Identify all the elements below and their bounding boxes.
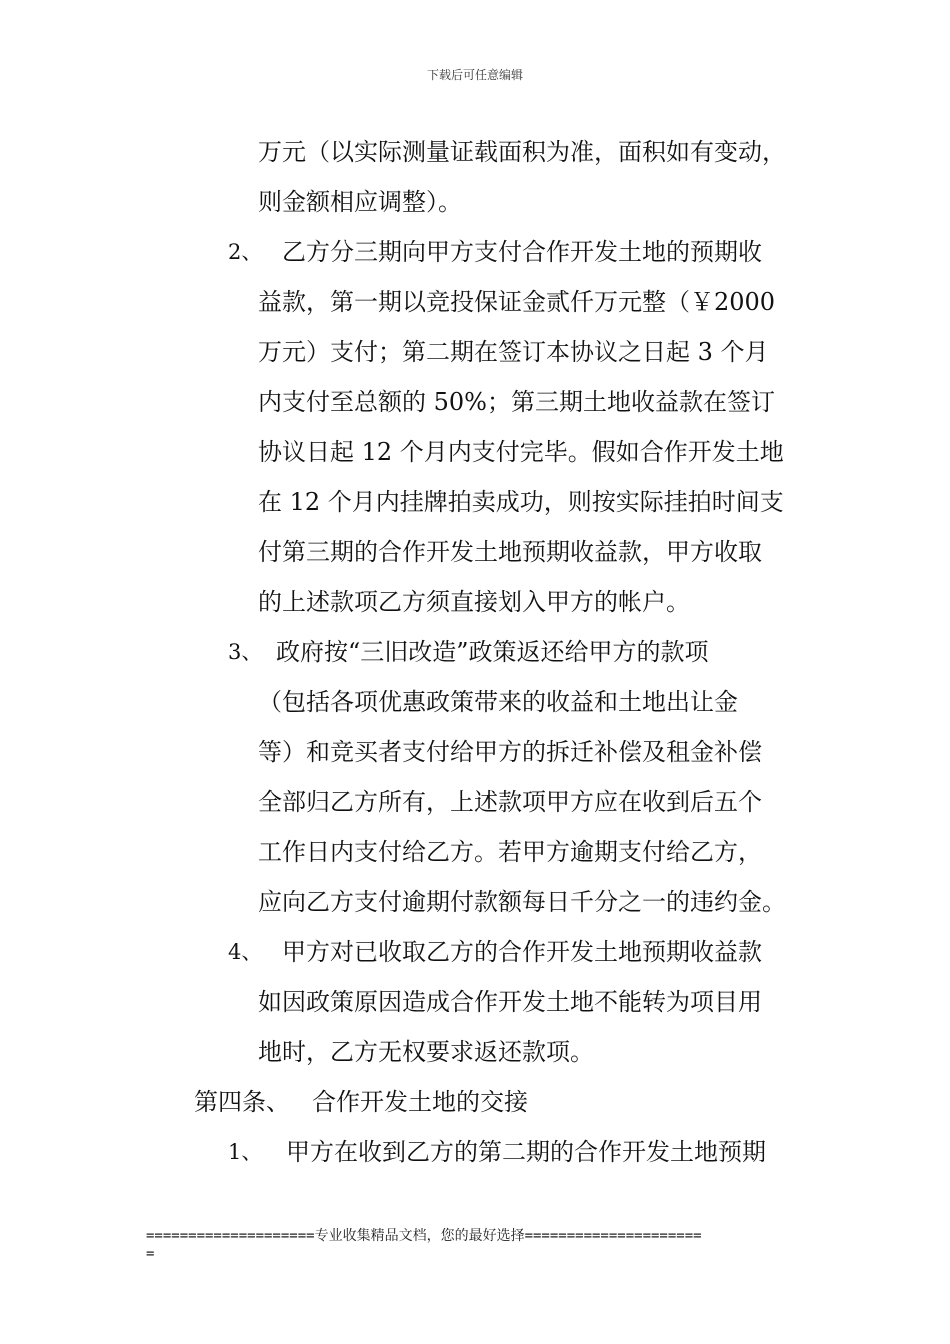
item-4-number: 4、 [228, 940, 263, 964]
item-2-line-8: 的上述款项乙方须直接划入甲方的帐户。 [258, 588, 690, 616]
item-2-line-4: 内支付至总额的 50%；第三期土地收益款在签订 [258, 388, 775, 416]
item-3-line-5: 工作日内支付给乙方。若甲方逾期支付给乙方， [258, 838, 762, 866]
item-2-line-3: 万元）支付；第二期在签订本协议之日起 3 个月 [258, 338, 769, 366]
sub-item-1-number: 1、 [228, 1140, 263, 1164]
continuation-line-1: 万元（以实际测量证载面积为准，面积如有变动， [258, 138, 786, 166]
item-2-line-1: 乙方分三期向甲方支付合作开发土地的预期收 [282, 238, 762, 266]
page-header: 下载后可任意编辑 [426, 68, 523, 82]
item-4-line-1: 甲方对已收取乙方的合作开发土地预期收益款 [282, 938, 762, 966]
footer-line-1: ====================专业收集精品文档，您的最好选择===================== [146, 1228, 702, 1244]
item-2-line-2: 益款，第一期以竞投保证金贰仟万元整（￥2000 [258, 288, 776, 316]
item-3-number: 3、 [228, 640, 263, 664]
item-4-line-2: 如因政策原因造成合作开发土地不能转为项目用 [258, 988, 762, 1016]
item-3-line-6: 应向乙方支付逾期付款额每日千分之一的违约金。 [258, 888, 786, 916]
item-2-line-6: 在 12 个月内挂牌拍卖成功，则按实际挂拍时间支 [258, 488, 784, 516]
item-4-line-3: 地时，乙方无权要求返还款项。 [258, 1038, 594, 1066]
item-3-line-2: （包括各项优惠政策带来的收益和土地出让金 [258, 688, 738, 716]
item-2-line-7: 付第三期的合作开发土地预期收益款，甲方收取 [258, 538, 762, 566]
continuation-line-2: 则金额相应调整）。 [258, 188, 462, 216]
item-2-number: 2、 [228, 240, 263, 264]
item-3-line-1: 政府按“三旧改造”政策返还给甲方的款项 [276, 638, 709, 666]
sub-item-1-text: 甲方在收到乙方的第二期的合作开发土地预期 [286, 1138, 766, 1166]
footer-line-2: = [146, 1246, 155, 1262]
item-3-line-3: 等）和竞买者支付给甲方的拆迁补偿及租金补偿 [258, 738, 762, 766]
article-title: 合作开发土地的交接 [312, 1088, 528, 1116]
item-2-line-5: 协议日起 12 个月内支付完毕。假如合作开发土地 [258, 438, 784, 466]
article-label: 第四条、 [194, 1088, 290, 1116]
item-3-line-4: 全部归乙方所有，上述款项甲方应在收到后五个 [258, 788, 762, 816]
